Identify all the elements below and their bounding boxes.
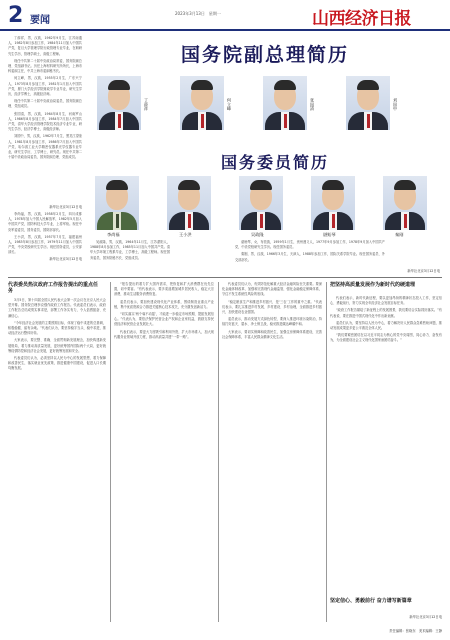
issue-date: 2023年3月13日 星期一 [175, 11, 221, 16]
paragraph: “稳定粮食生产和推进乡村振兴，是‘三农’工作的重中之重。”代表们表示，要扎实推进乡村发展、乡村建设、乡村治理，全面推进乡村振兴，加快建设农业强国。 [222, 299, 322, 315]
middle-article-left [90, 240, 170, 268]
paragraph: 刘国中，男，汉族，1962年7月生，黑龙江望奎人，1981年8月参加工作，1986年7月加入中国共产党，哈尔滨工业大学精密仪器系光学仪器专业毕业，研究生学历，工学博士，研究员。现任中共第二十届中央政治局委员，国务院副总理、党组成员。 [8, 134, 82, 160]
lower-column-b [114, 282, 214, 624]
paragraph: “切实落实‘两个毫不动摇’，才能进一步稳定市场预期、提振发展信心。”代表认为，要依法保护民营企业产权和企业家权益，鼓励支持民营经济和民营企业发展壮大。 [114, 312, 214, 327]
lower-heading-2: 把坚持高质量发展作为新时代的硬道理 [330, 282, 416, 288]
paragraph: 何立峰，男，汉族，1955年2月生，广东兴宁人，1973年8月参加工作，1981年1月加入中国共产党，厦门大学经济学院财政学专业毕业，研究生学历，经济学博士，高级经济师。 [8, 76, 82, 97]
portrait-photo [180, 76, 224, 130]
paragraph: 谌贻琴，女，布依族，1959年1月生，贵州遵义人，1977年9月参加工作，1978年9月加入中国共产党，中央党校研究生学历。现任国务委员。 [235, 240, 385, 250]
column-rule-1 [110, 282, 111, 622]
portrait-photo [346, 76, 390, 130]
portrait-photo [311, 176, 355, 230]
paragraph: 代表们表示，新时代新征程，要以更加昂扬的精神状态投入工作，坚定信心、勇毅前行，努力实现全年经济社会发展目标任务。 [330, 296, 442, 306]
paragraph: 委员们认为，要坚持以人民为中心，着力解决好人民群众急难愁盼问题，推动发展成果更多更公平惠及全体人民。 [330, 320, 442, 331]
column-rule-3 [326, 282, 327, 622]
section-divider [8, 277, 442, 278]
masthead: 山西经济日报 [312, 9, 411, 29]
paragraph: 王小洪，男，汉族，1957年7月生，福建福州人，1983年8月参加工作，1979年11月加入中国共产党，中央党校研究生学历。现任国务委员，公安部部长。 [8, 234, 82, 255]
paragraph: 秦刚，男，汉族，1966年3月生，天津人，1988年参加工作，国际关系学院毕业。现任国务委员、外交部部长。 [235, 252, 385, 262]
paragraph: 吴政隆，男，汉族，1964年11月生，江苏溧阳人，1988年8月参加工作，1985年11月加入中国共产党。清华大学环境工程系毕业，工学博士，高级工程师。现任国务委员，国务院秘书长、党组成员。 [90, 240, 170, 260]
vice-premier-name: 何立峰 [227, 98, 232, 111]
page-footer: 责任编辑：张晓东 美术编辑：王静 [389, 629, 442, 633]
middle-article-right [235, 240, 385, 268]
paragraph: 现任中共第二十届中央政治局委员，国务院副总理、党组成员。 [8, 99, 82, 109]
lower-heading-1: 代表委员热议政府工作报告提出的重点任务 [8, 282, 99, 294]
vice-premier-name: 刘国中 [393, 98, 398, 111]
portrait-photo [239, 176, 283, 230]
paragraph: 代表委员们认为，有效防范化解重大经济金融风险至关重要。要深化金融体制改革，加强和完善现代金融监管，强化金融稳定保障体系，守住不发生系统性风险的底线。 [222, 282, 322, 297]
paragraph: 代表委员们认为，必须坚持以人民为中心的发展思想，着力保障和改善民生，落实就业优先政策，推进健康中国建设，促进人口长期均衡发展。 [8, 356, 106, 371]
paragraph: 委员们表示，要加快建设现代化产业体系，围绕制造业重点产业链，集中优质资源合力推进关键核心技术攻关，充分激发创新活力。 [114, 299, 214, 309]
portrait-photo [97, 76, 141, 130]
header-rule [0, 29, 450, 31]
councilor-name: 秦刚 [395, 232, 404, 237]
vice-premier-name: 张国清 [310, 98, 315, 111]
paragraph: 现任中共第二十届中央政治局常委，国务院副总理、党组副书记。历任上海材料研究所所长，上海市科委副主任，中共上海市委副秘书长。 [8, 58, 82, 74]
paragraph: “报告提出的着力扩大国内需求，把恢复和扩大消费摆在优先位置，切中要害。”有代表表示，要多渠道增加城乡居民收入，稳定大宗消费，推动生活服务消费恢复。 [114, 282, 214, 297]
councilor-name: 李尚福 [107, 232, 120, 237]
portrait-photo [383, 176, 427, 230]
paragraph: 代表们表示，要更大力度吸引和利用外资，扩大市场准入，加大现代服务业领域开放力度，推动高质量共建“一带一路”。 [114, 329, 214, 339]
page-number: 2 [8, 3, 24, 28]
lower-column-d [330, 296, 442, 596]
section-name: 要闻 [30, 15, 50, 26]
column-rule-2 [218, 282, 219, 622]
left-article-credit: 新华社北京3月12日电 [49, 205, 82, 209]
lower-column-c [222, 282, 322, 624]
vice-premiers-title: 国务院副总理简历 [180, 44, 349, 66]
page-header [0, 0, 450, 34]
paragraph: 丁薛祥，男，汉族，1962年9月生，江苏南通人，1982年8月参加工作，1984年11月加入中国共产党，复旦大学管理学院行政管理专业毕业，在职研究生学历，管理学硕士，高级工程师。 [8, 36, 82, 56]
portrait-photo [95, 176, 139, 230]
councilor-name: 王小洪 [179, 232, 192, 237]
portrait-photo [263, 76, 307, 130]
paragraph: “政府工作报告描绘了新征程上的发展图景，我们要结合实际抓好落实。”有代表说，要在推进中国式现代化中作出新贡献。 [330, 308, 442, 318]
paragraph: “我们要紧密团结在以习近平同志为核心的党中央周围，同心协力、奋发有为，为全面建设社会主义现代化国家而团结奋斗。” [330, 333, 442, 343]
paragraph: “今年经济社会发展的主要预期目标，体现了稳中求进的总基调，积极稳健、留有余地。”代表们认为，要坚持稳字当头、稳中求进，推动经济运行整体好转。 [8, 320, 106, 336]
left-article-column-2 [8, 212, 82, 256]
paragraph: 大家表示，要完整、准确、全面贯彻新发展理念，加快构建新发展格局，着力推动高质量发展，更好统筹国内国际两个大局，更好统筹疫情防控和经济社会发展，更好统筹发展和安全。 [8, 338, 106, 353]
paragraph: 大家表示，要切实保障和改善民生，加强住房保障体系建设，完善社会保障体系，丰富人民群众精神文化生活。 [222, 329, 322, 339]
lower-column-a [8, 298, 106, 624]
paragraph: 委员表示，推动发展方式绿色转型，要深入推进环境污染防治，持续打好蓝天、碧水、净土保卫战，稳妥推进碳达峰碳中和。 [222, 317, 322, 327]
lower-section-credit: 新华社北京3月12日电 [409, 615, 442, 619]
paragraph: 张国清，男，汉族，1964年8月生，河南罗山人，1986年8月参加工作，1984年7月加入中国共产党，清华大学经济管理学院技术经济专业毕业，研究生学历，经济学博士，高级经济师。 [8, 111, 82, 132]
paragraph: 3月5日，第十四届全国人民代表大会第一次会议在北京人民大会堂开幕。国务院总理李克强作政府工作报告。代表委员们表示，政府工作报告总结成绩实事求是，部署工作务实有力，令人倍感振奋、充满信心。 [8, 298, 106, 318]
councilor-name: 吴政隆 [251, 232, 264, 237]
portrait-photo [167, 176, 211, 230]
vice-premier-name: 丁薛祥 [144, 98, 149, 111]
middle-article-credit: 新华社北京3月12日电 [407, 269, 440, 273]
left-article-credit-2: 新华社北京3月12日电 [49, 257, 82, 261]
councilor-name: 谌贻琴 [323, 232, 336, 237]
paragraph: 李尚福，男，汉族，1958年2月生，四川成都人，1978年加入中国人民解放军，1982年5月加入中国共产党，国防科技大学毕业，上将军衔。现任中央军委委员，国务委员，国防部部长。 [8, 212, 82, 232]
left-article-column [8, 36, 82, 204]
lower-heading-3: 坚定信心、勇毅前行 奋力谱写新篇章 [330, 598, 412, 604]
councilors-title: 国务委员简历 [220, 153, 329, 172]
